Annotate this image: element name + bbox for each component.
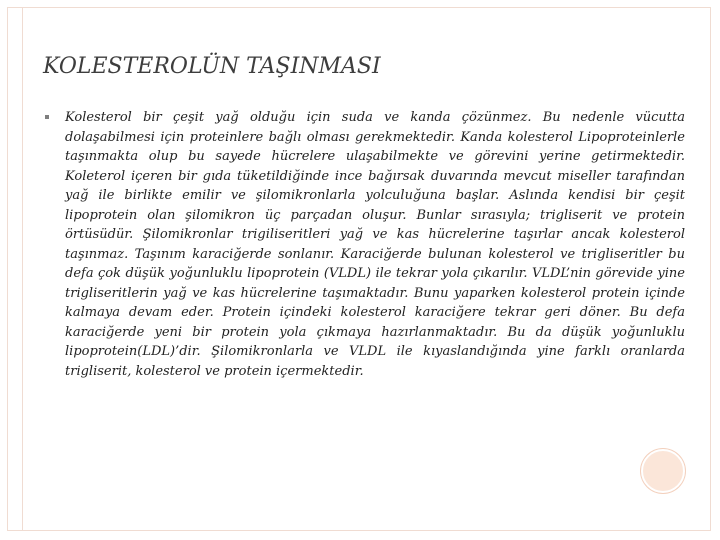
decorative-circle-icon xyxy=(641,449,685,493)
slide-frame-margin-line xyxy=(22,8,23,530)
slide-body xyxy=(45,108,685,381)
slide-title: KOLESTEROLÜN TAŞINMASI xyxy=(43,54,381,79)
bullet-icon xyxy=(45,115,49,119)
body-paragraph: Kolesterol bir çeşit yağ olduğu için suda ve kanda çözünmez. Bu nedenle vücutta dolaşabilmesi için proteinlere bağlı olması gerekmektedir. Kanda kolesterol Lipoproteinlerle taşınmakta olup bu sayede hücrelere ulaşabilmekte ve görevini yerine getirmektedir. Koleterol içeren bir gıda tüketildiğinde ince bağırsak duvarında mevcut miseller tarafından yağ ile birlikte emilir ve şilomikronlarla yolculuğuna başlar. Aslında kendisi bir çeşit lipoprotein olan şilomikron üç parçadan oluşur. Bunlar sırasıyla; trigliserit ve protein örtüsüdür. Şilomikronlar trigiliseritleri yağ ve kas hücrelerine taşırlar ancak kolesterol taşınmaz. Taşınım karaciğerde sonlanır. Karaciğerde bulunan kolesterol ve trigliseritler bu defa çok düşük yoğunluklu lipoprotein (VLDL) ile tekrar yola çıkarılır. VLDL’nin görevide yine trigliseritlerin yağ ve kas hücrelerine taşımaktadır. Bunu yaparken kolesterol protein içinde kalmaya devam eder. Protein içindeki kolesterol karaciğere tekrar geri döner. Bu defa karaciğerde yeni bir protein yola çıkmaya hazırlanmaktadır. Bu da düşük yoğunluklu lipoprotein(LDL)’dir. Şilomikronlarla ve VLDL ile kıyaslandığında yine farklı oranlarda trigliserit, kolesterol ve protein içermektedir. xyxy=(65,110,685,379)
